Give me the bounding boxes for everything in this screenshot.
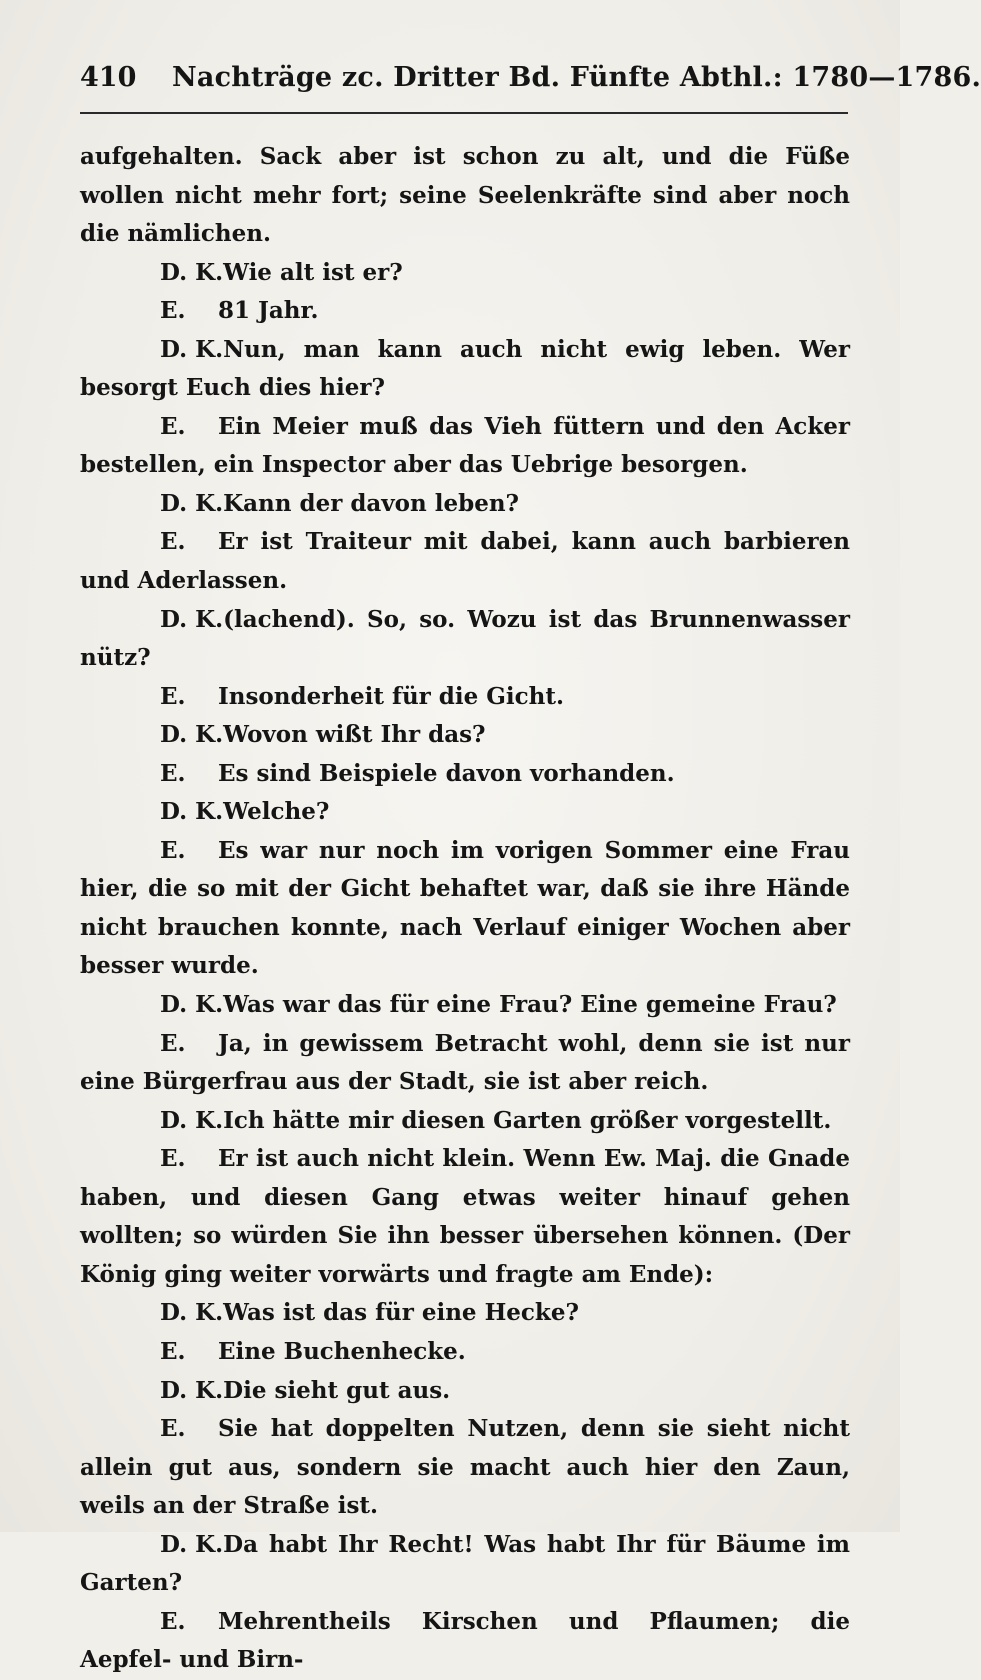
- speaker-label: D. K.: [160, 489, 224, 517]
- speaker-label: D. K.: [160, 1530, 224, 1558]
- speaker-label: E.: [160, 1337, 186, 1365]
- speaker-label: D. K.: [160, 1106, 224, 1134]
- speaker-label: E.: [160, 836, 186, 864]
- dialogue-line: D. K.Was war das für eine Frau? Eine gemeine Frau?: [80, 986, 850, 1025]
- header-rule: [80, 112, 848, 114]
- speaker-label: E.: [160, 1145, 186, 1173]
- dialogue-line: D. K.Wie alt ist er?: [80, 254, 850, 293]
- dialogue-line: D. K.Ich hätte mir diesen Garten größer vorgestellt.: [80, 1102, 850, 1141]
- page-header: [80, 62, 981, 102]
- speaker-label: D. K.: [160, 605, 224, 633]
- running-title: Nachträge zc. Dritter Bd. Fünfte Abthl.: 1780—1786.: [172, 62, 981, 93]
- dialogue-line: E. Mehrentheils Kirschen und Pflaumen; die Aepfel- und Birn-: [80, 1603, 850, 1680]
- dialogue-line: E. Es war nur noch im vorigen Sommer eine Frau hier, die so mit der Gicht behaftet war, daß sie ihre Hände nicht brauchen konnte, nach Verlauf einiger Wochen aber besser wurde.: [80, 832, 850, 986]
- dialogue-line: D. K.Was ist das für eine Hecke?: [80, 1294, 850, 1333]
- dialogue-line: E. Eine Buchenhecke.: [80, 1333, 850, 1372]
- dialogue-line: E. Es sind Beispiele davon vorhanden.: [80, 755, 850, 794]
- dialogue-line: E. Sie hat doppelten Nutzen, denn sie sieht nicht allein gut aus, sondern sie macht auch hier den Zaun, weils an der Straße ist.: [80, 1410, 850, 1526]
- speaker-label: E.: [160, 1607, 186, 1635]
- dialogue-text: [80, 138, 850, 1680]
- speaker-label: D. K.: [160, 1299, 224, 1327]
- speaker-label: E.: [160, 1415, 186, 1443]
- dialogue-line: D. K.Wovon wißt Ihr das?: [80, 716, 850, 755]
- dialogue-line: E. Insonderheit für die Gicht.: [80, 678, 850, 717]
- dialogue-line: D. K.Die sieht gut aus.: [80, 1372, 850, 1411]
- speaker-label: E.: [160, 682, 186, 710]
- speaker-label: D. K.: [160, 1376, 224, 1404]
- dialogue-line: aufgehalten. Sack aber ist schon zu alt, und die Füße wollen nicht mehr fort; seine Seelenkräfte sind aber noch die nämlichen.: [80, 143, 850, 248]
- dialogue-line: E. Er ist auch nicht klein. Wenn Ew. Maj. die Gnade haben, und diesen Gang etwas weiter hinauf gehen wollten; so würden Sie ihn besser übersehen können. (Der König ging weiter vorwärts und fragte am Ende):: [80, 1140, 850, 1294]
- dialogue-line: E. Ein Meier muß das Vieh füttern und den Acker bestellen, ein Inspector aber das Uebrige besorgen.: [80, 408, 850, 485]
- speaker-label: E.: [160, 528, 186, 556]
- speaker-label: D. K.: [160, 991, 224, 1019]
- speaker-label: D. K.: [160, 798, 224, 826]
- speaker-label: D. K.: [160, 721, 224, 749]
- speaker-label: D. K.: [160, 335, 224, 363]
- dialogue-line: D. K.Da habt Ihr Recht! Was habt Ihr für Bäume im Garten?: [80, 1526, 850, 1603]
- speaker-label: D. K.: [160, 258, 224, 286]
- dialogue-line: E. Er ist Traiteur mit dabei, kann auch barbieren und Aderlassen.: [80, 523, 850, 600]
- dialogue-line: D. K.Welche?: [80, 793, 850, 832]
- speaker-label: E.: [160, 759, 186, 787]
- speaker-label: E.: [160, 1029, 186, 1057]
- dialogue-line: D. K.Nun, man kann auch nicht ewig leben. Wer besorgt Euch dies hier?: [80, 331, 850, 408]
- page-number: 410: [80, 62, 137, 93]
- dialogue-line: E. 81 Jahr.: [80, 292, 850, 331]
- dialogue-line: D. K.Kann der davon leben?: [80, 485, 850, 524]
- dialogue-line: E. Ja, in gewissem Betracht wohl, denn sie ist nur eine Bürgerfrau aus der Stadt, sie ist aber reich.: [80, 1025, 850, 1102]
- speaker-label: E.: [160, 412, 186, 440]
- dialogue-line: D. K.(lachend). So, so. Wozu ist das Brunnenwasser nütz?: [80, 601, 850, 678]
- speaker-label: E.: [160, 297, 186, 325]
